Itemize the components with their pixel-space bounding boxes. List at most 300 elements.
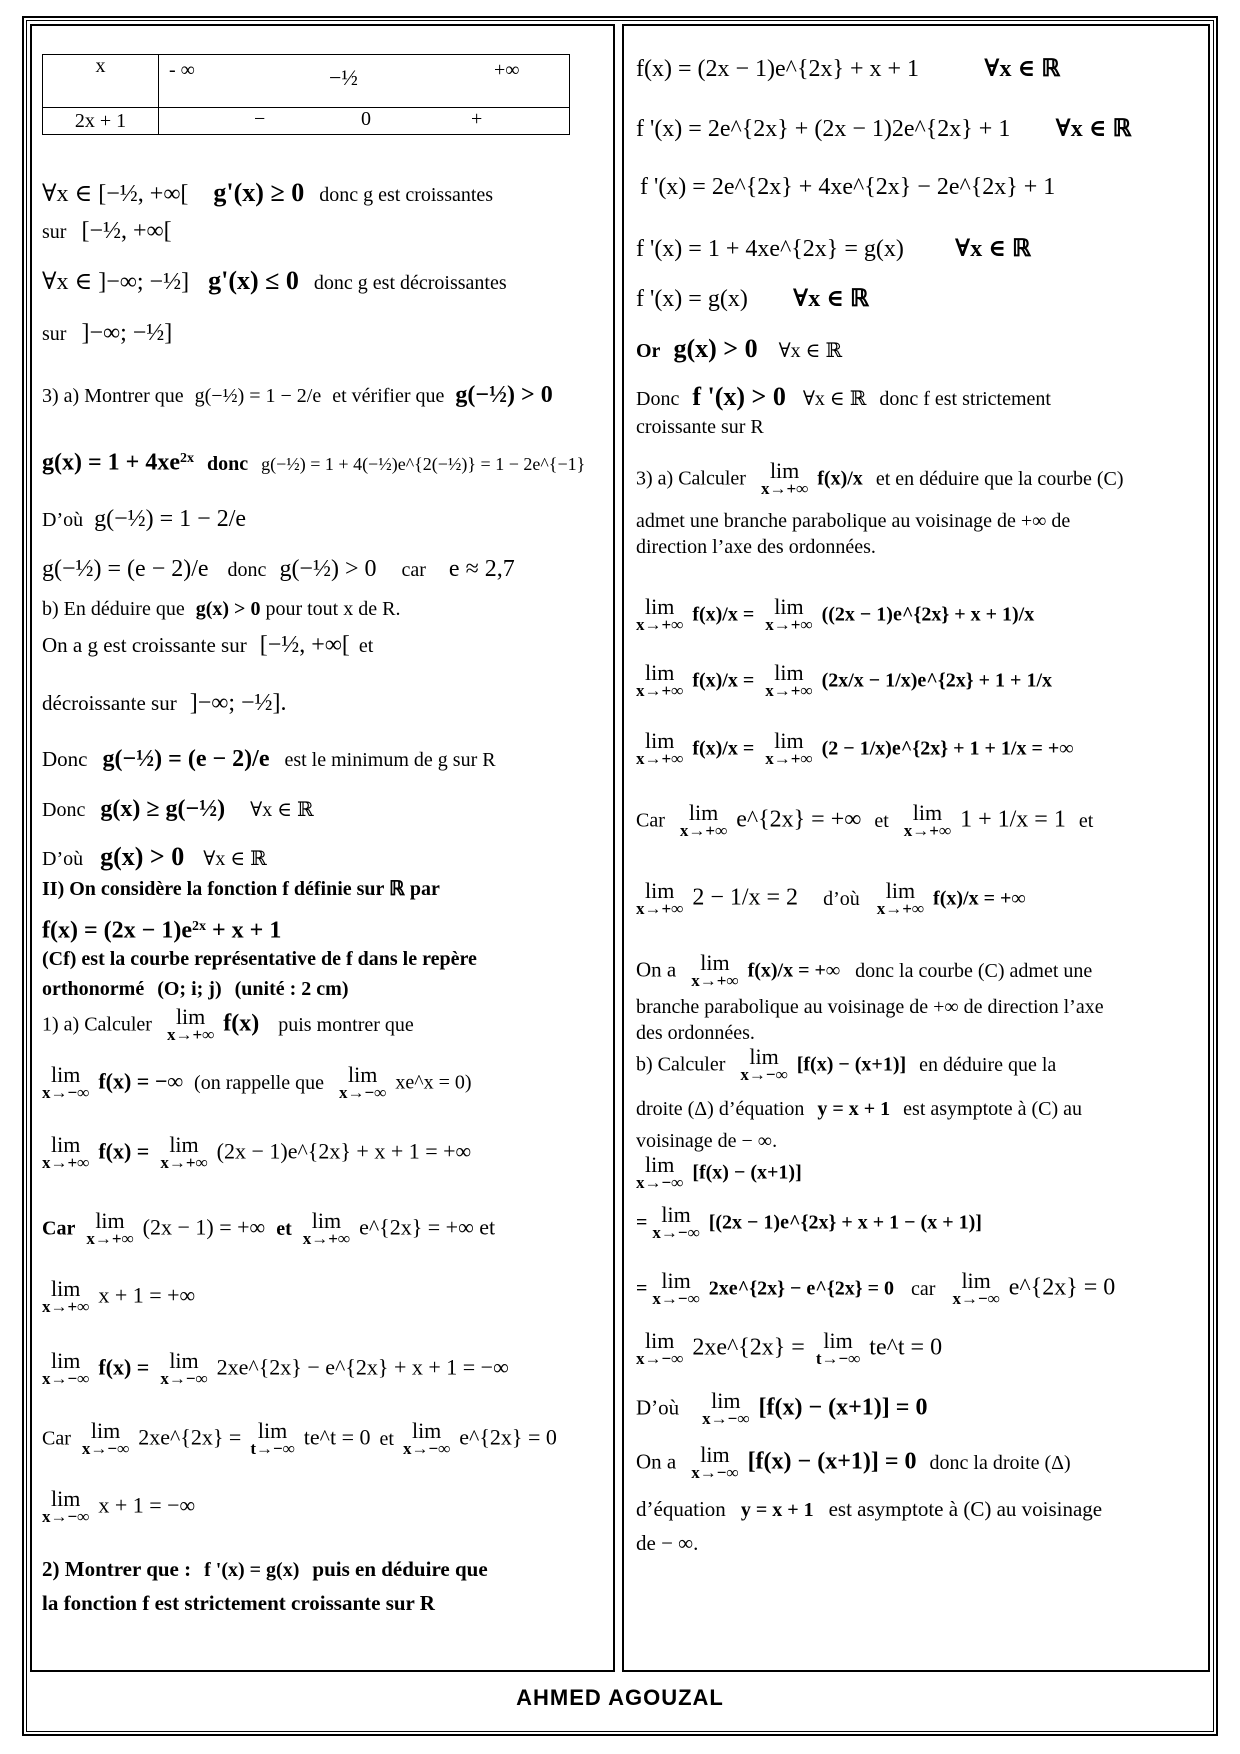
lim-subscript: x→+∞ [42, 1297, 90, 1316]
math-expr: f(x)/x = +∞ [933, 887, 1026, 910]
lim-word: lim [644, 1152, 675, 1177]
limit-operator [636, 1152, 684, 1192]
math-expr: e^{2x} = +∞ [736, 806, 862, 833]
lim-subscript: x→−∞ [339, 1083, 387, 1102]
text-dou: D’où [636, 1395, 680, 1420]
text-increasing: donc g est croissantes [319, 184, 494, 206]
math-expr: 1 + 1/x = 1 [960, 806, 1066, 833]
right-line-19: des ordonnées. [636, 1022, 755, 1044]
math-expr: ∀x ∈ ℝ [802, 388, 867, 410]
lim-subscript: x→−∞ [81, 1439, 130, 1458]
left-line-6 [42, 446, 585, 477]
body-text: (on rappelle que [194, 1071, 324, 1094]
right-line-9 [636, 458, 1124, 498]
lim-subscript: x→+∞ [679, 821, 728, 840]
lim-subscript: x→+∞ [765, 681, 813, 700]
lim-subscript: x→−∞ [740, 1065, 788, 1084]
equals-sign: = [636, 1211, 653, 1234]
text-et: et [379, 1427, 394, 1450]
question-text: puis en déduire que [312, 1557, 488, 1581]
right-line-25 [636, 1268, 1116, 1308]
lim-subscript: x→−∞ [402, 1439, 451, 1458]
lim-word: lim [311, 1208, 342, 1233]
limit-operator [636, 660, 684, 700]
sign-table [42, 54, 570, 135]
left-line-16 [42, 914, 281, 945]
lim-subscript: x→−∞ [636, 1349, 684, 1368]
left-line-2 [42, 218, 172, 245]
math-expr: x + 1 = −∞ [98, 1492, 196, 1518]
limit-operator [42, 1132, 90, 1172]
lim-subscript: x→−∞ [652, 1289, 700, 1308]
text-sur: sur [42, 323, 67, 345]
math-expr: f '(x) = 2e^{2x} + (2x − 1)2e^{2x} + 1 [636, 116, 1011, 142]
right-line-24 [636, 1202, 982, 1242]
left-line-11 [42, 690, 287, 717]
text-car: car [401, 559, 426, 581]
limit-operator [765, 660, 813, 700]
right-line-7 [636, 384, 1051, 412]
limit-operator [952, 1268, 1000, 1308]
question-text: et en déduire que la courbe (C) [875, 467, 1124, 490]
math-expr: ∀x ∈ ℝ [203, 848, 267, 870]
function-def: + x + 1 [205, 917, 282, 944]
question-text: pour tout x de R. [265, 598, 401, 620]
math-expr: f '(x) > 0 [692, 382, 786, 411]
math-expr: f(x) = [98, 1354, 150, 1380]
question-text: 2) Montrer que : [42, 1557, 192, 1581]
lim-subscript: x→−∞ [42, 1507, 90, 1526]
math-expr: [f(x) − (x+1)] [796, 1053, 907, 1076]
math-expr: f '(x) = g(x) [636, 286, 748, 312]
text-donc: Donc [636, 388, 680, 410]
right-line-16 [636, 878, 1026, 918]
lim-subscript: x→+∞ [42, 1153, 90, 1172]
limit-operator [765, 594, 813, 634]
lim-subscript: x→−∞ [636, 1173, 684, 1192]
right-line-13 [636, 660, 1053, 700]
text-et: et [276, 1217, 292, 1240]
text-donc: Donc [42, 747, 88, 771]
text-car: Car [42, 1427, 71, 1450]
limit-operator [81, 1418, 130, 1458]
math-expr: g(x) > 0 [100, 842, 185, 871]
x-root: −½ [329, 65, 358, 90]
math-expr: e^{2x} = 0 [459, 1424, 557, 1450]
math-expr: g(−½) = (e − 2)/e [42, 556, 209, 582]
left-line-18 [42, 976, 348, 1002]
lim-word: lim [50, 1062, 81, 1087]
right-line-8: croissante sur R [636, 416, 764, 438]
math-expr: ∀x ∈ ℝ [1055, 116, 1132, 142]
x-plus-infinity: +∞ [494, 59, 520, 81]
exponent: 2x [191, 919, 206, 934]
lim-word: lim [688, 800, 719, 825]
math-expr: [(2x − 1)e^{2x} + x + 1 − (x + 1)] [708, 1211, 982, 1234]
limit-operator [652, 1268, 700, 1308]
limit-operator [815, 1328, 861, 1368]
body-text: d’équation [636, 1497, 726, 1521]
left-line-22 [42, 1208, 496, 1248]
limit-operator [250, 1418, 295, 1458]
lim-subscript: x→+∞ [160, 1153, 208, 1172]
math-expr: f(x) = (2x − 1)e^{2x} + x + 1 [636, 56, 920, 82]
text-decreasing: donc g est décroissantes [313, 272, 507, 294]
math-expr: (2x − 1) = +∞ [142, 1214, 266, 1240]
frame-expr: (O; i; j) [157, 978, 222, 1000]
lim-subscript: x→+∞ [86, 1229, 134, 1248]
math-expr: e^{2x} = +∞ et [359, 1214, 496, 1240]
question-text: b) Calculer [636, 1053, 726, 1076]
lim-word: lim [257, 1418, 288, 1443]
math-expr: e ≈ 2,7 [448, 556, 515, 582]
sign-table-signs [159, 108, 570, 135]
math-expr: (2 − 1/x)e^{2x} + 1 + 1/x = +∞ [821, 737, 1074, 760]
math-expr: ∀x ∈ ℝ [250, 799, 314, 821]
math-expr: f(x)/x = [692, 603, 755, 626]
question-text: 3) a) Calculer [636, 467, 746, 490]
question-text: b) En déduire que [42, 598, 185, 620]
limit-operator [160, 1348, 208, 1388]
lim-word: lim [774, 660, 804, 685]
right-line-4 [636, 236, 1031, 263]
function-def: f(x) = (2x − 1)e [42, 917, 192, 944]
lim-word: lim [95, 1208, 125, 1233]
lim-subscript: x→+∞ [636, 899, 684, 918]
sign-table-expr: 2x + 1 [43, 108, 159, 135]
left-line-26 [42, 1486, 196, 1526]
right-line-5 [636, 286, 869, 313]
text-donc: Donc [42, 799, 86, 821]
left-line-5 [42, 382, 553, 409]
lim-word: lim [769, 458, 800, 483]
math-expr: (2x − 1)e^{2x} + x + 1 = +∞ [216, 1138, 472, 1164]
body-text: donc f est strictement [879, 388, 1051, 410]
limit-operator [636, 594, 684, 634]
math-expr: 2 − 1/x = 2 [692, 884, 799, 911]
lim-word: lim [175, 1004, 206, 1029]
text-car: Car [42, 1217, 76, 1240]
sign-positive: + [471, 108, 483, 130]
lim-word: lim [774, 728, 804, 753]
math-expr: xe^x = 0) [395, 1071, 472, 1094]
lim-subscript: x→+∞ [691, 971, 739, 990]
body-text: est asymptote à (C) au voisinage [828, 1497, 1103, 1521]
math-expr: 2xe^{2x} − e^{2x} = 0 [708, 1277, 895, 1300]
interval-expr: [−½, +∞[ [81, 218, 172, 244]
left-line-10 [42, 632, 373, 659]
lim-word: lim [912, 800, 943, 825]
right-line-20 [636, 1044, 1057, 1084]
lim-word: lim [885, 878, 916, 903]
right-line-29 [636, 1496, 1102, 1523]
math-expr: f '(x) = 2e^{2x} + 4xe^{2x} − 2e^{2x} + 1 [640, 174, 1056, 200]
limit-operator [903, 800, 952, 840]
right-line-28 [636, 1442, 1071, 1482]
right-line-3 [640, 174, 1055, 201]
lim-word: lim [50, 1486, 81, 1511]
limit-operator [339, 1062, 387, 1102]
math-expr: f(x)/x = [692, 737, 755, 760]
right-line-12 [636, 594, 1035, 634]
math-expr: ∀x ∈ ℝ [984, 56, 1061, 82]
lim-subscript: x→+∞ [636, 615, 684, 634]
math-expr: 2xe^{2x} = [138, 1424, 242, 1450]
math-expr: te^t = 0 [303, 1424, 371, 1450]
limit-operator [691, 950, 739, 990]
equals-sign: = [636, 1277, 653, 1300]
sign-zero: 0 [361, 108, 371, 130]
lim-subscript: x→+∞ [302, 1229, 351, 1248]
lim-word: lim [411, 1418, 442, 1443]
author-footer: AHMED AGOUZAL [516, 1685, 724, 1710]
left-line-20 [42, 1062, 472, 1102]
lim-subscript: x→+∞ [636, 681, 684, 700]
interval-expr: [−½, +∞[ [259, 632, 350, 658]
limit-operator [42, 1486, 90, 1526]
interval-expr: ]−∞; −½]. [189, 690, 287, 716]
math-expr: ((2x − 1)e^{2x} + x + 1)/x [821, 603, 1035, 626]
text-et: et [1078, 809, 1094, 832]
left-line-8 [42, 556, 515, 583]
left-line-28: la fonction f est strictement croissante sur R [42, 1591, 435, 1615]
body-text: et [358, 635, 374, 657]
limit-operator [160, 1132, 208, 1172]
derivative-inequality: g'(x) ≤ 0 [208, 266, 299, 295]
left-line-13 [42, 796, 314, 823]
interval-expr: ]−∞; −½] [81, 320, 173, 346]
left-line-19 [42, 1004, 414, 1044]
lim-word: lim [711, 1388, 741, 1413]
left-line-25 [42, 1418, 557, 1458]
lim-word: lim [700, 950, 730, 975]
left-line-9 [42, 596, 400, 622]
lim-word: lim [50, 1132, 81, 1157]
right-line-17 [636, 950, 1093, 990]
limit-operator [42, 1062, 90, 1102]
text-on-a: On a [636, 1449, 677, 1474]
limit-operator [166, 1004, 215, 1044]
sign-table-x-values [159, 55, 570, 108]
exponent: 2x [180, 451, 194, 466]
lim-subscript: t→−∞ [815, 1349, 861, 1368]
right-line-15 [636, 800, 1094, 840]
text-or: Or [636, 340, 661, 362]
text-donc: donc [207, 452, 249, 475]
math-expr: f '(x) = g(x) [204, 1559, 300, 1581]
lim-subscript: x→+∞ [166, 1025, 215, 1044]
right-line-27 [636, 1388, 928, 1428]
sign-table-x-header: x [43, 55, 159, 108]
text-on-a: On a [636, 957, 677, 982]
math-expr: g(−½) > 0 [279, 556, 377, 582]
right-line-11: direction l’axe des ordonnées. [636, 536, 876, 558]
lim-subscript: x→+∞ [903, 821, 952, 840]
right-line-21 [636, 1096, 1082, 1122]
limit-operator [636, 728, 684, 768]
limit-operator [302, 1208, 351, 1248]
left-line-17: (Cf) est la courbe représentative de f dans le repère [42, 948, 477, 970]
math-expr: y = x + 1 [817, 1098, 891, 1120]
math-expr: y = x + 1 [740, 1499, 814, 1521]
limit-operator [760, 458, 809, 498]
lim-word: lim [961, 1268, 991, 1293]
lim-subscript: x→−∞ [160, 1369, 208, 1388]
body-text: orthonormé [42, 978, 145, 1000]
unit-text: (unité : 2 cm) [234, 978, 349, 1000]
math-expr: [f(x) − (x+1)] = 0 [747, 1448, 917, 1475]
lim-word: lim [644, 1328, 675, 1353]
lim-subscript: x→−∞ [952, 1289, 1000, 1308]
right-line-1 [636, 56, 1060, 83]
lim-word: lim [700, 1442, 730, 1467]
right-line-10: admet une branche parabolique au voisinage de +∞ de [636, 510, 1071, 532]
body-text: droite (Δ) d’équation [636, 1098, 805, 1120]
math-expr: f(x) [223, 1010, 260, 1037]
question-text: 1) a) Calculer [42, 1013, 152, 1036]
math-expr: g(−½) > 0 [455, 382, 553, 408]
sign-negative: − [254, 108, 266, 130]
right-line-26 [636, 1328, 943, 1368]
math-expr: f '(x) = 1 + 4xe^{2x} = g(x) [636, 236, 904, 262]
lim-word: lim [749, 1044, 779, 1069]
body-text: décroissante sur [42, 691, 177, 715]
left-line-27 [42, 1556, 488, 1583]
body-text: On a g est croissante sur [42, 633, 247, 657]
math-expr: g(x) > 0 [673, 334, 758, 363]
lim-word: lim [661, 1268, 691, 1293]
math-expr: e^{2x} = 0 [1008, 1274, 1116, 1301]
limit-operator [765, 728, 813, 768]
lim-subscript: t→−∞ [250, 1439, 295, 1458]
lim-word: lim [347, 1062, 378, 1087]
lim-word: lim [661, 1202, 691, 1227]
text-dou: D’où [42, 509, 84, 531]
lim-word: lim [50, 1348, 81, 1373]
lim-word: lim [50, 1276, 81, 1301]
math-expr: 2xe^{2x} = [692, 1334, 805, 1361]
math-expr: g(x) ≥ g(−½) [100, 796, 226, 822]
lim-word: lim [644, 878, 675, 903]
right-line-2 [636, 116, 1132, 143]
section-heading-II: II) On considère la fonction f définie sur ℝ par [42, 878, 440, 900]
math-expr: [f(x) − (x+1)] [692, 1161, 802, 1184]
question-text: en déduire que la [919, 1053, 1057, 1076]
limit-operator [702, 1388, 750, 1428]
math-expr: f(x)/x = +∞ [747, 959, 841, 982]
lim-subscript: x→−∞ [702, 1409, 750, 1428]
lim-word: lim [644, 728, 675, 753]
math-expr: f(x) = [98, 1138, 150, 1164]
limit-operator [876, 878, 925, 918]
limit-operator [740, 1044, 788, 1084]
lim-subscript: x→−∞ [42, 1083, 90, 1102]
right-line-14 [636, 728, 1074, 768]
math-expr: g(−½) = 1 − 2/e [194, 385, 322, 407]
lim-subscript: x→−∞ [652, 1223, 700, 1242]
body-text: donc la droite (Δ) [929, 1451, 1071, 1474]
text-car: car [911, 1277, 936, 1300]
text-dou: D’où [42, 848, 84, 870]
right-line-22: voisinage de − ∞. [636, 1130, 778, 1152]
lim-subscript: x→+∞ [636, 749, 684, 768]
math-expr: f(x) = −∞ [98, 1068, 184, 1094]
x-minus-infinity: - ∞ [169, 59, 195, 81]
limit-operator [652, 1202, 700, 1242]
lim-word: lim [90, 1418, 121, 1443]
right-line-18: branche parabolique au voisinage de +∞ de direction l’axe [636, 996, 1104, 1018]
math-expr: (2x/x − 1/x)e^{2x} + 1 + 1/x [821, 669, 1053, 692]
math-expr: g(−½) = (e − 2)/e [102, 746, 270, 772]
right-line-23 [636, 1152, 802, 1192]
left-line-1 [42, 180, 493, 208]
body-text: est asymptote à (C) au [903, 1098, 1082, 1120]
math-expr: f(x)/x = [692, 669, 755, 692]
right-line-6 [636, 336, 842, 364]
left-line-14 [42, 844, 267, 872]
left-line-24 [42, 1348, 509, 1388]
lim-word: lim [823, 1328, 853, 1353]
math-expr: g(x) > 0 [195, 598, 261, 620]
text-car: Car [636, 809, 665, 832]
interval-expr: ∀x ∈ ]−∞; −½] [42, 269, 190, 295]
body-text: est le minimum de g sur R [284, 749, 496, 771]
left-line-23 [42, 1276, 196, 1316]
math-expr: [f(x) − (x+1)] = 0 [758, 1394, 928, 1421]
text-dou: d’où [823, 887, 860, 910]
math-expr: g(x) = 1 + 4xe [42, 449, 180, 476]
left-line-3 [42, 268, 507, 296]
lim-word: lim [774, 594, 804, 619]
left-line-12 [42, 746, 496, 773]
question-text: et vérifier que [332, 385, 445, 407]
limit-operator [679, 800, 728, 840]
limit-operator [636, 1328, 684, 1368]
interval-expr: ∀x ∈ [−½, +∞[ [42, 181, 189, 207]
right-line-30: de − ∞. [636, 1531, 699, 1555]
math-expr: x + 1 = +∞ [98, 1282, 196, 1308]
math-expr: ∀x ∈ ℝ [778, 340, 843, 362]
text-donc: donc [227, 559, 267, 581]
limit-operator [691, 1442, 739, 1482]
derivative-inequality: g'(x) ≥ 0 [213, 178, 305, 207]
left-line-21 [42, 1132, 472, 1172]
question-text: puis montrer que [278, 1013, 414, 1036]
limit-operator [86, 1208, 134, 1248]
left-line-4 [42, 320, 172, 347]
math-expr: te^t = 0 [869, 1334, 943, 1361]
text-et: et [874, 809, 889, 832]
math-expr: g(−½) = 1 − 2/e [94, 506, 247, 532]
lim-subscript: x→+∞ [760, 479, 809, 498]
lim-subscript: x→−∞ [691, 1463, 739, 1482]
math-expr: ∀x ∈ ℝ [954, 236, 1032, 262]
math-expr: 2xe^{2x} − e^{2x} + x + 1 = −∞ [216, 1354, 509, 1380]
limit-operator [636, 878, 684, 918]
left-line-7 [42, 506, 246, 533]
lim-word: lim [644, 594, 675, 619]
text-sur: sur [42, 221, 67, 243]
body-text: donc la courbe (C) admet une [855, 959, 1093, 982]
lim-subscript: x→+∞ [765, 615, 813, 634]
lim-subscript: x→−∞ [42, 1369, 90, 1388]
math-expr: f(x)/x [817, 467, 863, 490]
lim-subscript: x→+∞ [765, 749, 813, 768]
math-expr: ∀x ∈ ℝ [792, 286, 869, 312]
limit-operator [42, 1276, 90, 1316]
lim-word: lim [169, 1132, 199, 1157]
question-text: 3) a) Montrer que [42, 385, 184, 407]
